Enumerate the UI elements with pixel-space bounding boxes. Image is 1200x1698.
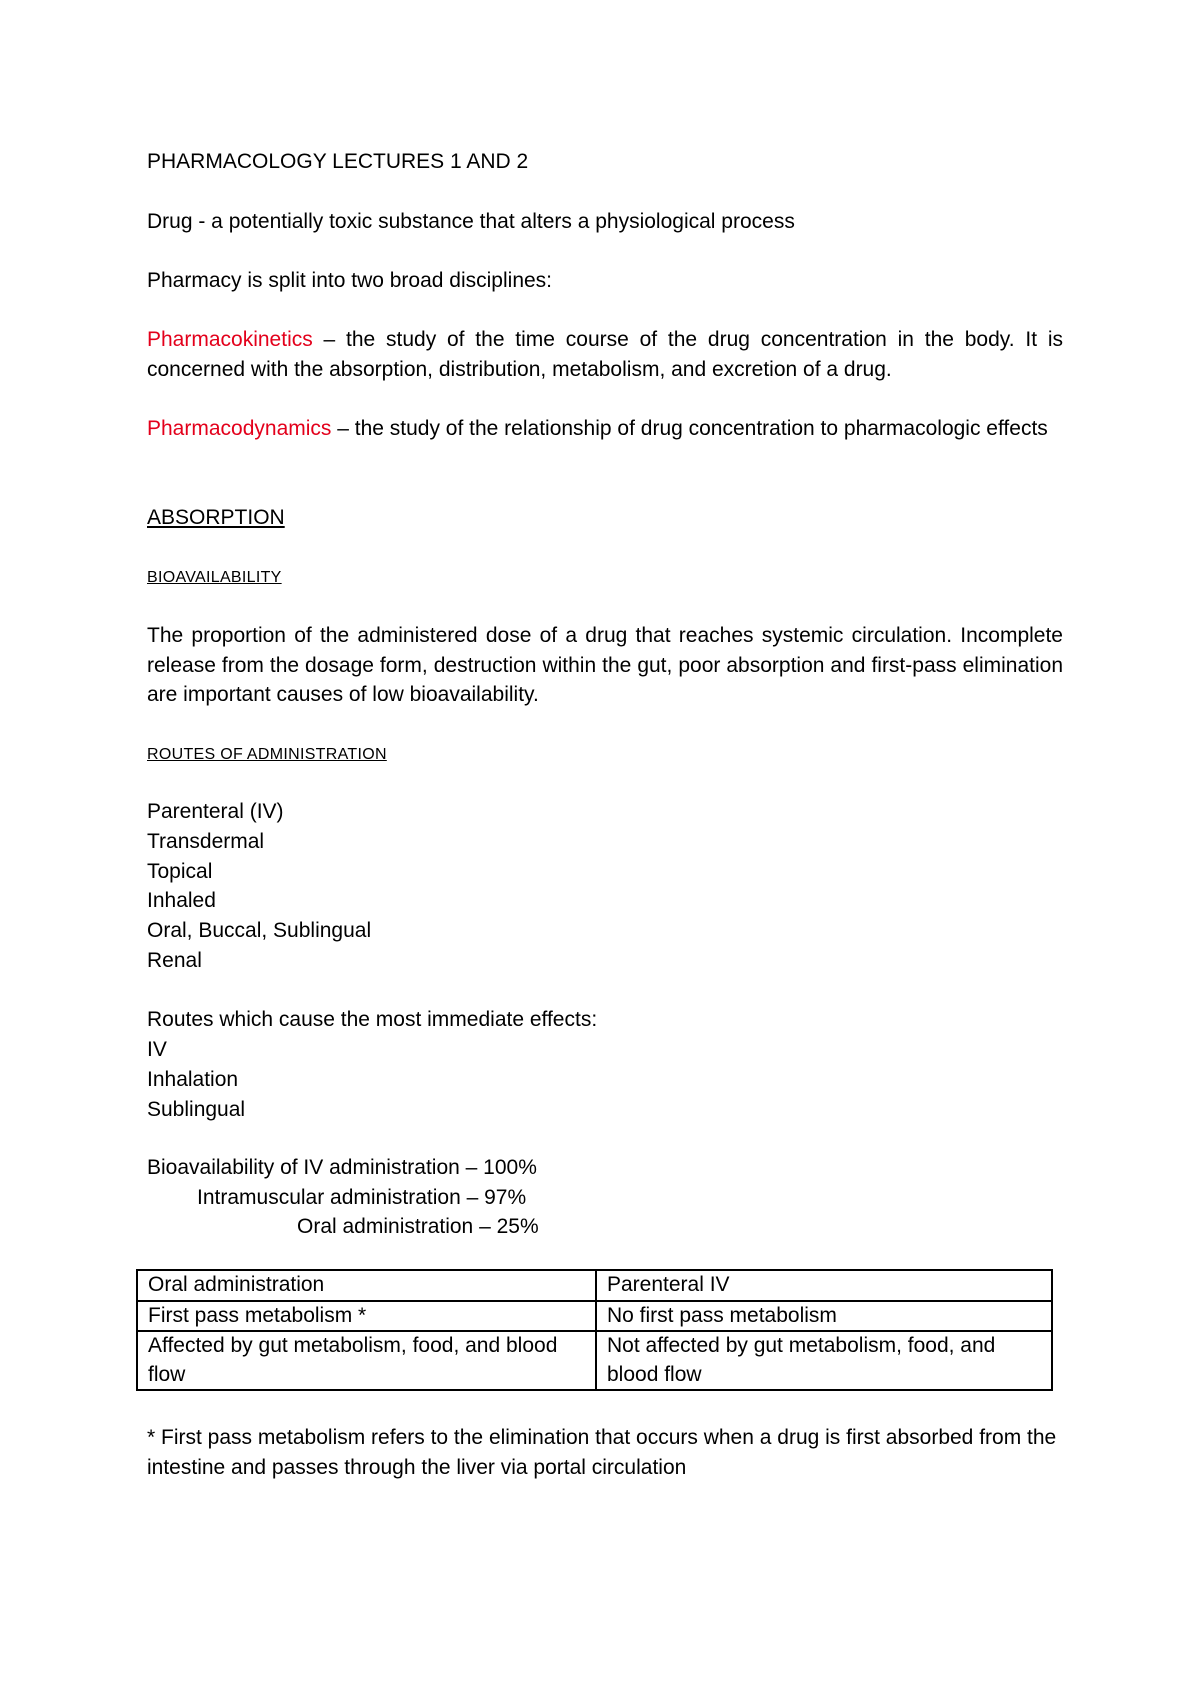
table-cell: Parenteral IV	[596, 1270, 1052, 1301]
table-cell: First pass metabolism *	[137, 1301, 596, 1332]
bioavailability-intramuscular: Intramuscular administration – 97%	[197, 1186, 527, 1209]
pharmacokinetics-paragraph	[147, 325, 1063, 384]
comparison-table	[136, 1269, 1053, 1391]
immediate-effects-heading: Routes which cause the most immediate effects:	[147, 1008, 598, 1031]
pharmacodynamics-paragraph	[147, 414, 1063, 444]
routes-heading: ROUTES OF ADMINISTRATION	[147, 746, 387, 763]
route-item: Transdermal	[147, 830, 265, 853]
route-item: Oral, Buccal, Sublingual	[147, 919, 372, 942]
table-row	[137, 1270, 1052, 1301]
table-row	[137, 1301, 1052, 1332]
table-cell: Oral administration	[137, 1270, 596, 1301]
pharmacodynamics-term: Pharmacodynamics	[147, 417, 332, 440]
table-row	[137, 1331, 1052, 1390]
disciplines-intro: Pharmacy is split into two broad disciplines:	[147, 269, 553, 292]
route-item: Renal	[147, 949, 202, 972]
table-cell: Affected by gut metabolism, food, and blood flow	[137, 1331, 596, 1390]
table-cell: Not affected by gut metabolism, food, and blood flow	[596, 1331, 1052, 1390]
page-title: PHARMACOLOGY LECTURES 1 AND 2	[147, 150, 529, 173]
absorption-heading: ABSORPTION	[147, 506, 285, 529]
route-item: Inhaled	[147, 889, 216, 912]
bioavailability-iv: Bioavailability of IV administration – 100%	[147, 1156, 537, 1179]
pharmacokinetics-definition: – the study of the time course of the drug concentration in the body. It is concerned with the absorption, distribution, metabolism, and excretion of a drug.	[147, 328, 1063, 381]
bioavailability-heading: BIOAVAILABILITY	[147, 569, 282, 586]
route-item: Topical	[147, 860, 213, 883]
route-item: Parenteral (IV)	[147, 800, 284, 823]
table-cell: No first pass metabolism	[596, 1301, 1052, 1332]
bioavailability-paragraph: The proportion of the administered dose of a drug that reaches systemic circulation. Incomplete release from the dosage form, destruction within the gut, poor absorption and first-pass elimination are important causes of low bioavailability.	[147, 624, 1063, 706]
bioavailability-oral: Oral administration – 25%	[297, 1215, 539, 1238]
drug-definition: Drug - a potentially toxic substance that alters a physiological process	[147, 210, 795, 233]
immediate-route-item: Inhalation	[147, 1068, 239, 1091]
immediate-route-item: Sublingual	[147, 1098, 246, 1121]
pharmacokinetics-term: Pharmacokinetics	[147, 328, 313, 351]
immediate-route-item: IV	[147, 1038, 167, 1061]
footnote: * First pass metabolism refers to the elimination that occurs when a drug is first absorbed from the intestine and passes through the liver via portal circulation	[147, 1426, 1057, 1479]
pharmacodynamics-definition: – the study of the relationship of drug concentration to pharmacologic effects	[331, 417, 1048, 440]
